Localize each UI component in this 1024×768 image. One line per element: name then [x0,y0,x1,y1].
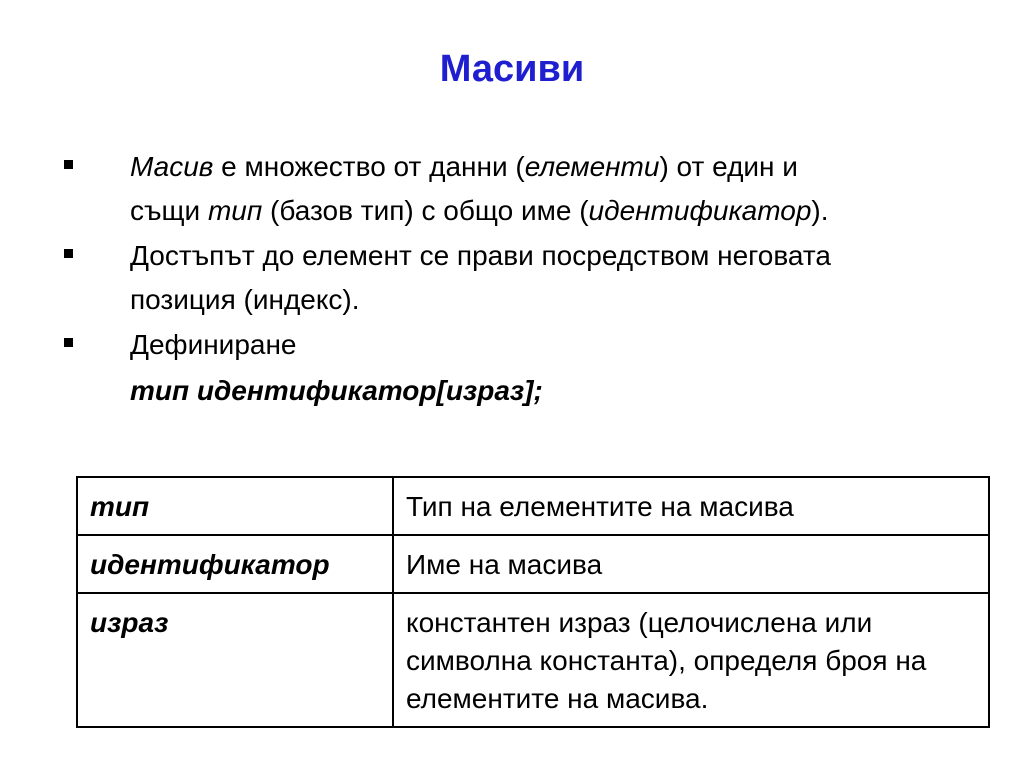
table-cell-description: Име на масива [393,535,989,593]
slide-title: Масиви [439,48,585,90]
table-row [77,535,989,593]
bullet-marker-icon [64,338,73,347]
bullet-text [130,323,850,367]
bullet-list [62,145,962,413]
text-fragment: Масив [130,151,214,182]
table-cell-term: тип [77,477,393,535]
table-row [77,477,989,535]
bullet-text [130,145,850,233]
bullet-marker-icon [64,160,73,169]
text-fragment: (базов тип) с общо име ( [262,195,589,226]
text-fragment: Дефиниране [130,329,297,360]
bullet-text [130,234,850,322]
table-cell-description: константен израз (целочислена или символна константа), определя броя на елементите на масива. [393,593,989,727]
text-fragment: е множество от данни ( [213,151,525,182]
table-cell-term: израз [77,593,393,727]
bullet-item-definition [62,145,962,233]
table-cell-term: идентификатор [77,535,393,593]
table-row [77,593,989,727]
text-fragment: ). [811,195,829,226]
parameters-table [76,476,990,728]
text-fragment: идентификатор [588,195,812,226]
bullet-item-declaration [62,323,962,367]
text-fragment: елементи [524,151,660,182]
bullet-item-access [62,234,962,322]
text-fragment: тип [207,195,263,226]
bullet-marker-icon [64,249,73,258]
table-cell-description: Тип на елементите на масива [393,477,989,535]
text-fragment: ) от един и същи [130,151,798,226]
syntax-line: тип идентификатор[израз]; [130,375,543,406]
text-fragment: Достъпът до елемент се прави посредством неговата позиция (индекс). [130,240,831,315]
